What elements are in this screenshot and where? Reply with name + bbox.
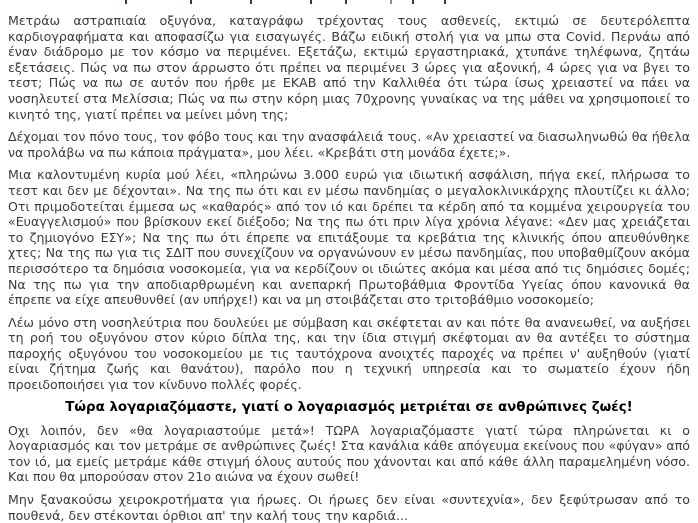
paragraph-well-dressed-lady: Μια καλοντυμένη κυρία μού λέει, «πληρώνω 3.000 ευρώ για ιδιωτική ασφάλιση, πήγα εκεί, πλήρωσα το τεστ και δεν με δέχονται». Να της πω ότι και εν μέσω πανδημίας ο μεγαλοκλινικάρχης πλουτίζει κι άλλο; Οτι πριμοδοτείται έμμεσα ως «καθαρός» από τον ιό και δρέπει τα κέρδη από τα κομμένα χειρουργεία του «Ευαγγελισμού» που βρίσκουν εκεί διέξοδο; Να της πω ότι πριν λίγα χρόνια λέγανε: «Δεν μας χρειάζεται το ζημιογόνο ΕΣΥ»; Να της πω ότι έπρεπε να επιτάξουμε τα κρεβάτια της κλινικής όπου απευθύνθηκε χτες; Να της πω για τις ΣΔΙΤ που συνεχίζουν να οργανώνουν εν μέσω πανδημίας, που υποβαθμίζουν ακόμα περισσότερο τα δημόσια νοσοκομεία, για να κερδίζουν οι ιδιώτες ακόμα και μέσα από τις δημόσιες δομές; Να της πω για την αποδιαρθρωμένη και ανεπαρκή Πρωτοβάθμια Φροντίδα Υγείας όπου κανονικά θα έπρεπε να είχε απευθυνθεί (αν υπήρχε!) και να μη στοιβάζεται στο τριτοβάθμιο νοσοκομείο; [8, 167, 690, 308]
paragraph-accepting-pain: Δέχομαι τον πόνο τους, τον φόβο τους και την ανασφάλειά τους. «Αν χρειαστεί να διασωληνωθώ θα ήθελα να προλάβω να πω κάποια πράγματα», μου λέει. «Κρεβάτι στη μονάδα έχετε;». [8, 129, 690, 160]
glyph-fragment [345, 0, 347, 4]
glyph-fragment [125, 0, 127, 4]
glyph-fragment [412, 0, 414, 4]
glyph-fragment [390, 0, 392, 4]
paragraph-no-more-applause: Μην ξανακούσω χειροκροτήματα για ήρωες. Οι ήρωες δεν είναι «συντεχνία», δεν ξεφύτρωσαν από το πουθενά, δεν στέκονται όρθιοι απ' την καλή τους την καρδιά... [8, 492, 690, 523]
paragraph-measuring-oxygen: Μετράω αστραπιαία οξυγόνα, καταγράφω τρέχοντας τους ασθενείς, εκτιμώ σε δευτερόλεπτα καρδιογραφήματα και αποφασίζω για εισαγωγές. Βάζω ειδική στολή για να μπω στα Covid. Περνάω από έναν διάδρομο με τον κόσμο να περιμένει. Εξετάζω, εκτιμώ εργαστηριακά, χτυπάνε τηλέφωνα, ζητάω εξετάσεις. Πώς να πω στον άρρωστο ότι πρέπει να περιμένει 3 ώρες για αξονική, 4 ώρες για να βγει το τεστ; Πώς να πω σε αυτόν που ήρθε με ΕΚΑΒ από την Καλλιθέα ότι τώρα ίσως χρειαστεί να πάει να νοσηλευτεί στα Μελίσσια; Πώς να πω στην κόρη μιας 70χρονης γυναίκας να της μάθει να χρησιμοποιεί το κινητό της, γιατί πρέπει να μείνει μόνη της; [8, 13, 690, 122]
clipped-previous-line [8, 0, 690, 5]
paragraph-counting-now: Οχι λοιπόν, δεν «θα λογαριαστούμε μετά»! ΤΩΡΑ λογαριαζόμαστε γιατί τώρα πληρώνεται κι ο λογαριασμός και τον μετράμε σε ανθρώπινες ζωές! Στα κανάλια κάθε απόγευμα εκείνους που «φύγαν» από τον ιό, μα εμείς μετράμε κάθε στιγμή όλους αυτούς που χάνονται και από κάθε άλλη παραμελημένη νόσο. Και που θα μπορούσαν στον 21ο αιώνα να έχουν σωθεί! [8, 422, 690, 485]
glyph-fragment [310, 0, 312, 4]
glyph-fragment [250, 0, 252, 4]
paragraph-nurse-oxygen-flow: Λέω μόνο στη νοσηλεύτρια που δουλεύει με σύμβαση και σκέφτεται αν και πότε θα ανανεωθεί, να αυξήσει τη ροή του οξυγόνου στον κύριο δίπλα της, και την ίδια στιγμή σκέφτομαι αν θα αντέξει το σύστημα παροχής οξυγόνου του νοσοκομείου με τις ταυτόχρονα ανοιχτές παροχές να πρέπει ν' αυξηθούν (γιατί είναι ζήτημα ζωής και θανάτου), παρόλο που η τεχνική υπηρεσία και το σωματείο έχουν ήδη προειδοποιήσει για τον κίνδυνο πολλές φορές. [8, 314, 690, 393]
glyph-fragment [444, 0, 446, 4]
glyph-fragment [190, 0, 192, 4]
section-heading: Τώρα λογαριαζόμαστε, γιατί ο λογαριασμός μετριέται σε ανθρώπινες ζωές! [65, 399, 633, 415]
